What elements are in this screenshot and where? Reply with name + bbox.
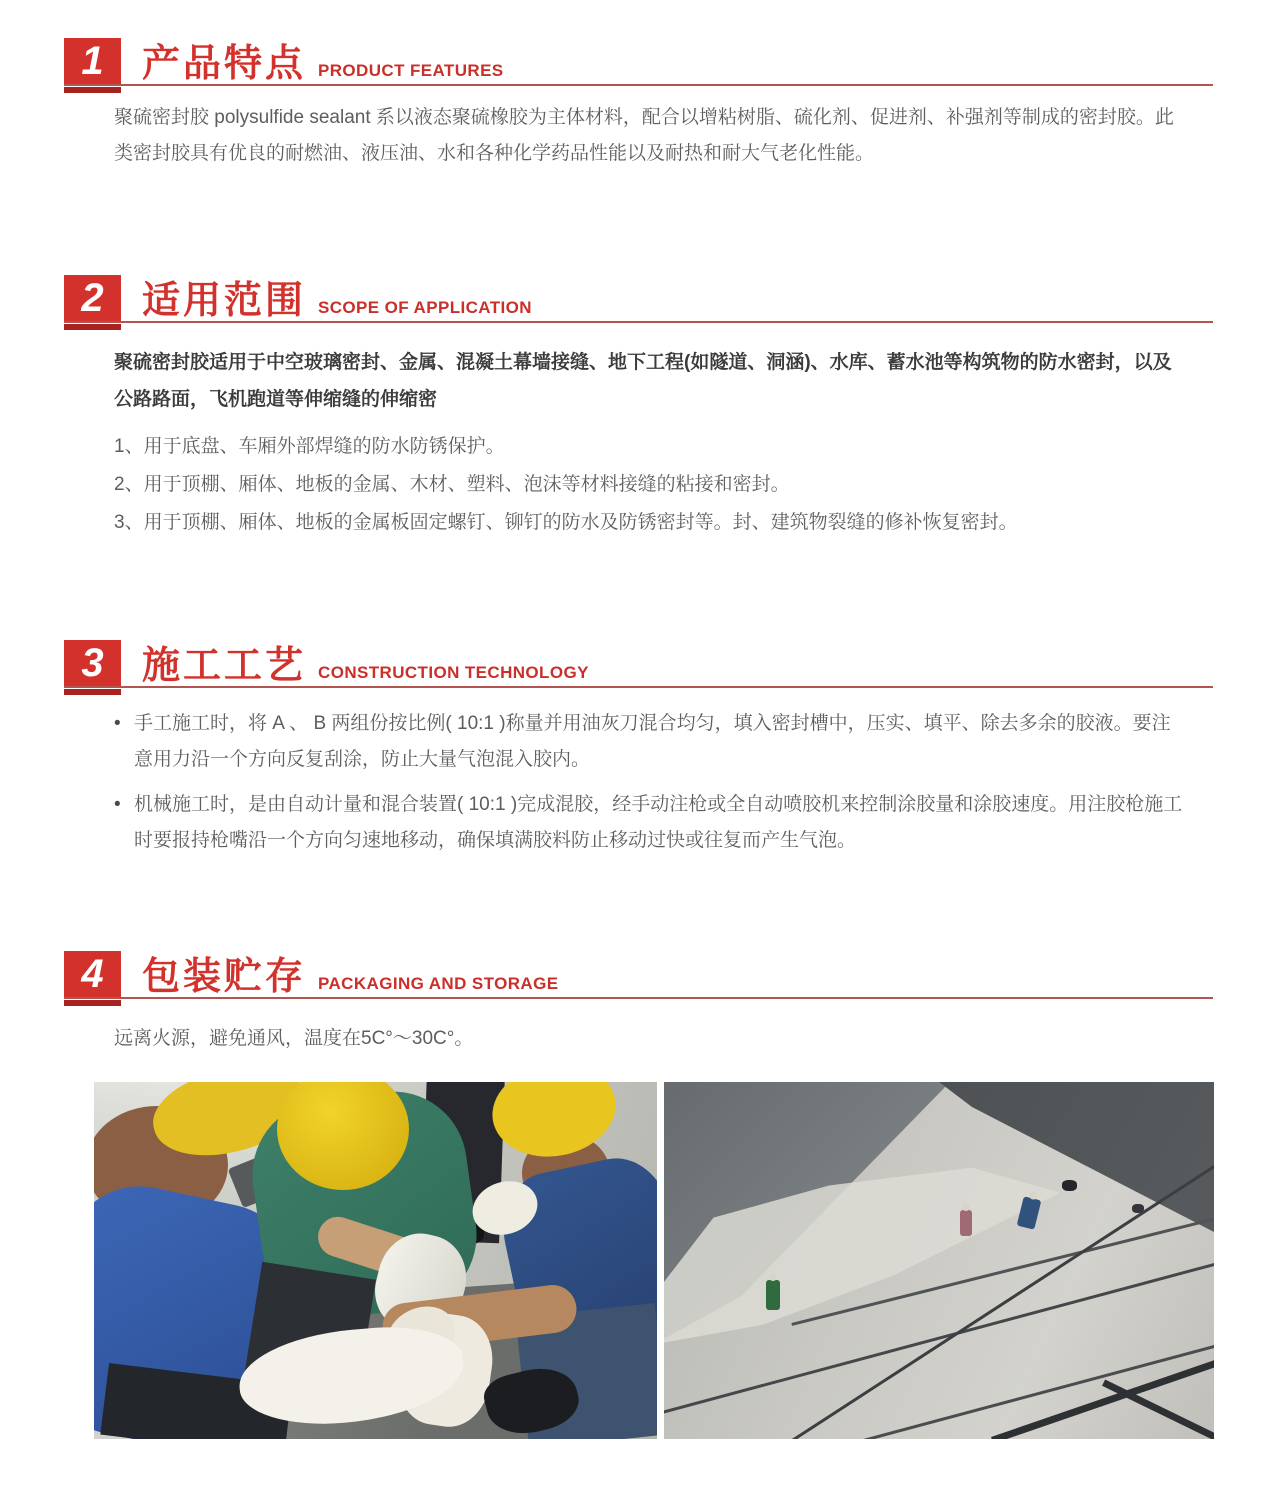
section-titles bbox=[142, 45, 504, 83]
list-item: 1、用于底盘、车厢外部焊缝的防水防锈保护。 bbox=[114, 436, 505, 457]
section-scope-of-application bbox=[64, 275, 1213, 541]
section-title-en: PACKAGING AND STORAGE bbox=[318, 974, 559, 993]
section-number-badge: 4 bbox=[64, 951, 121, 997]
section-lead-paragraph: 聚硫密封胶适用于中空玻璃密封、金属、混凝土幕墙接缝、地下工程(如隧道、洞涵)、水库、蓄水池等构筑物的防水密封，以及公路路面，飞机跑道等伸缩缝的伸缩密 bbox=[114, 352, 1172, 410]
section-header bbox=[64, 951, 1213, 999]
bullet-icon: • bbox=[114, 794, 121, 815]
section-title-en: SCOPE OF APPLICATION bbox=[318, 298, 532, 317]
section-header bbox=[64, 38, 1213, 86]
list-item: 2、用于顶棚、厢体、地板的金属、木材、塑料、泡沫等材料接缝的粘接和密封。 bbox=[114, 474, 790, 495]
section-titles bbox=[142, 958, 558, 996]
section-packaging-and-storage bbox=[64, 951, 1213, 1057]
section-title-en: PRODUCT FEATURES bbox=[318, 61, 504, 80]
worker-figure bbox=[766, 1280, 780, 1310]
section-number-badge: 3 bbox=[64, 640, 121, 686]
section-body-paragraph: 远离火源，避免通风，温度在5C°～30C°。 bbox=[114, 1028, 474, 1049]
list-item: 3、用于顶棚、厢体、地板的金属板固定螺钉、铆钉的防水及防锈密封等。封、建筑物裂缝的修补恢复密封。 bbox=[114, 512, 1018, 533]
section-title-cn: 适用范围 bbox=[142, 280, 307, 322]
bullet-text: 手工施工时，将 A 、 B 两组份按比例( 10:1 )称量并用油灰刀混合均匀，填入密封槽中，压实、填平、除去多余的胶液。要注意用力沿一个方向反复刮涂，防止大量气泡混入胶内。 bbox=[134, 713, 1171, 770]
photo-row bbox=[94, 1082, 1214, 1439]
joint-line-shape bbox=[1102, 1379, 1214, 1439]
numbered-list bbox=[114, 429, 1188, 541]
section-number-badge: 2 bbox=[64, 275, 121, 321]
section-title-cn: 施工工艺 bbox=[142, 645, 307, 687]
worker-figure bbox=[1062, 1180, 1077, 1191]
section-title-cn: 包装贮存 bbox=[142, 956, 307, 998]
section-titles bbox=[142, 282, 532, 320]
section-title-en: CONSTRUCTION TECHNOLOGY bbox=[318, 663, 589, 682]
section-body-paragraph: 聚硫密封胶 polysulfide sealant 系以液态聚硫橡胶为主体材料，配合以增粘树脂、硫化剂、促进剂、补强剂等制成的密封胶。此类密封胶具有优良的耐燃油、液压油、水和各种化学药品性能以及耐热和耐大气老化性能。 bbox=[114, 107, 1174, 164]
worker-figure bbox=[960, 1210, 972, 1236]
bullet-list bbox=[114, 706, 1188, 859]
bullet-item bbox=[114, 706, 1188, 778]
section-title-cn: 产品特点 bbox=[142, 43, 307, 85]
bullet-icon: • bbox=[114, 713, 121, 734]
bullet-item bbox=[114, 787, 1188, 859]
section-product-features bbox=[64, 38, 1213, 172]
bullet-text: 机械施工时，是由自动计量和混合装置( 10:1 )完成混胶，经手动注枪或全自动喷胶机来控制涂胶量和涂胶速度。用注胶枪施工时要报持枪嘴沿一个方向匀速地移动，确保填满胶料防止移动过快或往复而产生气泡。 bbox=[134, 794, 1183, 851]
section-construction-technology bbox=[64, 640, 1213, 859]
section-header bbox=[64, 640, 1213, 688]
section-titles bbox=[142, 647, 589, 685]
joint-line-shape bbox=[664, 1311, 1214, 1439]
photo-workers-applying-sealant bbox=[94, 1082, 657, 1439]
photo-concrete-dam-slope bbox=[664, 1082, 1214, 1439]
section-header bbox=[64, 275, 1213, 323]
section-number-badge: 1 bbox=[64, 38, 121, 84]
